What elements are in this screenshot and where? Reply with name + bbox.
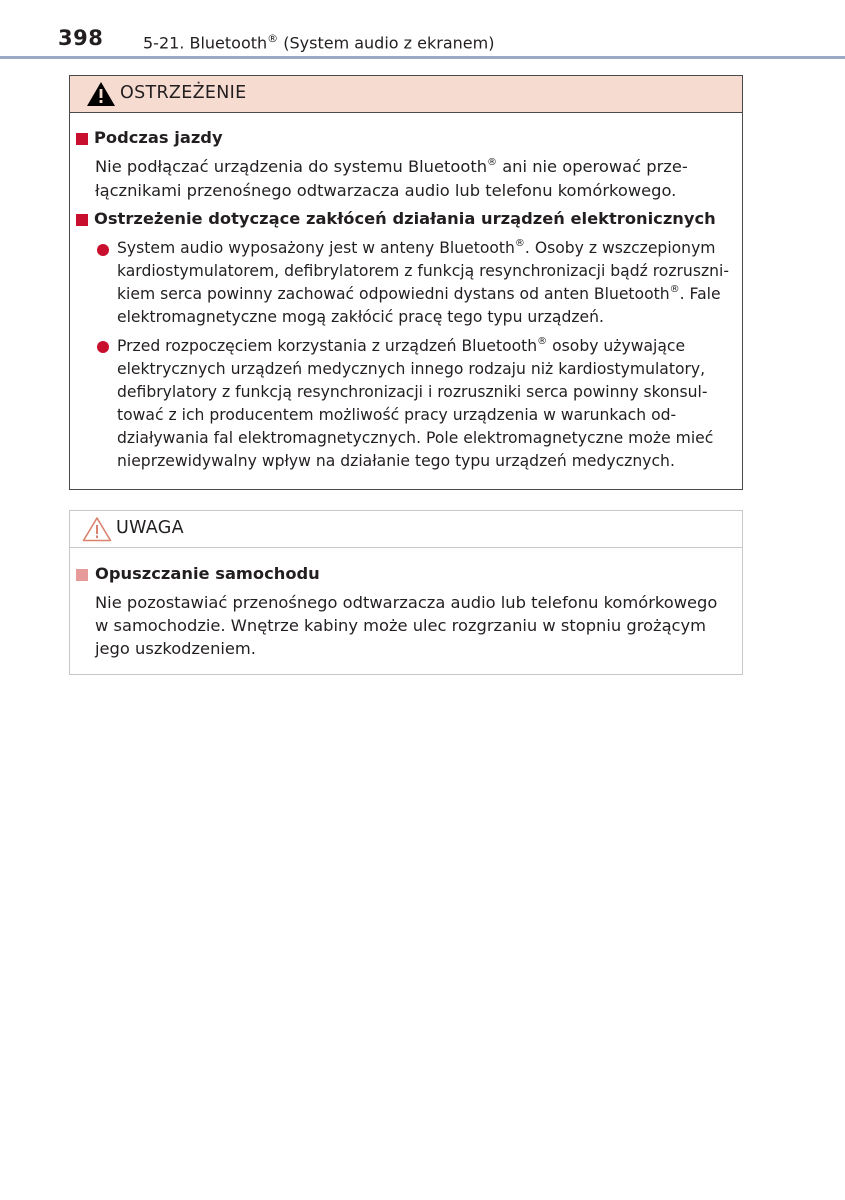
registered-mark: ®	[537, 335, 548, 347]
bullet1-line4: elektromagnetyczne mogą zakłócić pracę tego typu urządzeń.	[117, 308, 604, 326]
bullet2-line2: elektrycznych urządzeń medycznych innego rodzaju niż kardiostymulatory,	[117, 360, 706, 378]
text-run: osoby używające	[547, 337, 686, 355]
caution-item1-line1: Nie pozostawiać przenośnego odtwarzacza audio lub telefonu komórkowego	[95, 593, 718, 612]
warning-item1-line2: łącznikami przenośnego odtwarzacza audio lub telefonu komórkowego.	[95, 181, 677, 200]
section-bullet-square	[76, 133, 88, 145]
bullet2-line3: defibrylatory z funkcją resynchronizacji i rozruszniki serca powinny skonsul-	[117, 383, 708, 401]
section-title	[143, 32, 494, 52]
caution-item1-heading: Opuszczanie samochodu	[95, 564, 320, 583]
bullet-dot	[97, 244, 109, 256]
section-bullet-square	[76, 569, 88, 581]
text-run: kiem serca powinny zachować odpowiedni dystans od anten Bluetooth	[117, 285, 670, 303]
text-run: Nie podłączać urządzenia do systemu Bluetooth	[95, 157, 488, 176]
page-number: 398	[58, 26, 104, 50]
text-run: . Osoby z wszczepionym	[524, 239, 716, 257]
page-header	[0, 0, 845, 60]
caution-box	[69, 510, 743, 675]
section-suffix: (System audio z ekranem)	[278, 33, 495, 53]
bullet-dot	[97, 341, 109, 353]
bullet1-line2: kardiostymulatorem, defibrylatorem z funkcją resynchronizacji bądź rozruszni-	[117, 262, 729, 280]
warning-item1-line1	[95, 156, 688, 178]
warning-triangle-icon	[86, 81, 116, 107]
bullet2-line5: działywania fal elektromagnetycznych. Pole elektromagnetyczne może mieć	[117, 429, 714, 447]
caution-header	[70, 511, 742, 548]
registered-mark: ®	[267, 32, 279, 45]
text-run: Przed rozpoczęciem korzystania z urządzeń Bluetooth	[117, 337, 538, 355]
registered-mark: ®	[514, 237, 525, 249]
registered-mark: ®	[487, 156, 498, 168]
header-rule	[0, 56, 845, 59]
text-run: System audio wyposażony jest w anteny Bluetooth	[117, 239, 515, 257]
bullet1-line3	[117, 283, 721, 305]
caution-item1-line3: jego uszkodzeniem.	[95, 639, 256, 658]
registered-mark: ®	[669, 283, 680, 295]
caution-title: UWAGA	[116, 518, 184, 538]
caution-item1-line2: w samochodzie. Wnętrze kabiny może ulec rozgrzaniu w stopniu grożącym	[95, 616, 706, 635]
caution-triangle-icon	[82, 516, 112, 542]
bullet1-line1	[117, 237, 716, 259]
warning-item2-heading: Ostrzeżenie dotyczące zakłóceń działania urządzeń elektronicznych	[94, 209, 716, 228]
warning-header	[70, 76, 742, 113]
bullet2-line6: nieprzewidywalny wpływ na działanie tego typu urządzeń medycznych.	[117, 452, 675, 470]
bullet2-line1	[117, 335, 685, 357]
section-prefix: 5-21. Bluetooth	[143, 33, 268, 53]
warning-box	[69, 75, 743, 490]
section-bullet-square	[76, 214, 88, 226]
text-run: ani nie operować prze-	[497, 157, 688, 176]
bullet2-line4: tować z ich producentem możliwość pracy urządzenia w warunkach od-	[117, 406, 677, 424]
text-run: . Fale	[679, 285, 721, 303]
warning-title: OSTRZEŻENIE	[120, 83, 247, 103]
warning-item1-heading: Podczas jazdy	[94, 128, 223, 147]
